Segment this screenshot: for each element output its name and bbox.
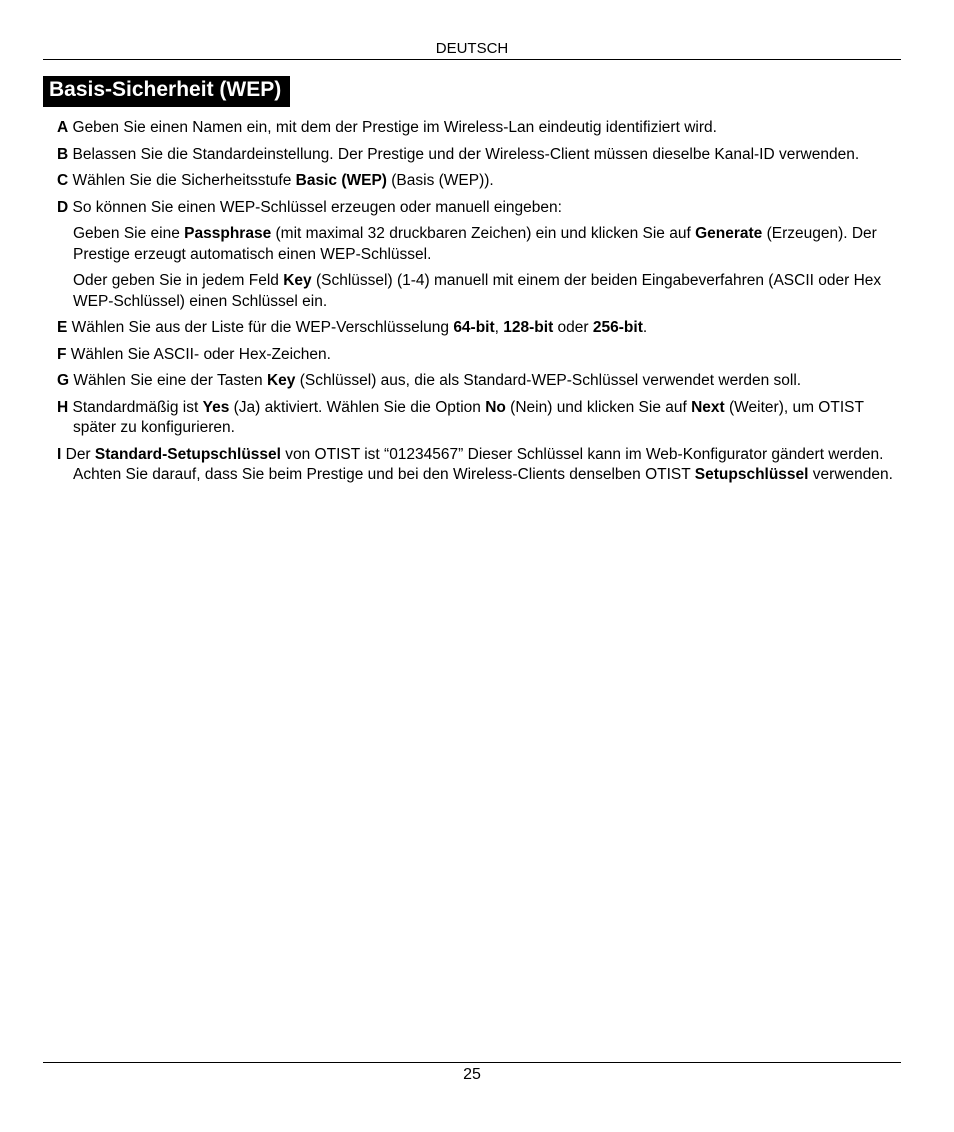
step-bold-term: No xyxy=(485,398,506,416)
step-bold-term: Key xyxy=(283,272,312,289)
step-text: (Schlüssel) aus, die als Standard-WEP-Schlüssel verwendet werden soll. xyxy=(295,372,802,389)
step-text: Wählen Sie ASCII- oder Hex-Zeichen. xyxy=(66,345,331,363)
step-d-option-manual-key xyxy=(57,271,903,312)
section-title: Basis-Sicherheit (WEP) xyxy=(43,76,290,107)
step-text: (Weiter), um OTIST später zu konfigurieren. xyxy=(73,398,864,436)
step-i xyxy=(57,445,903,486)
step-text: (Ja) aktiviert. Wählen Sie die Option xyxy=(229,398,486,416)
instruction-list xyxy=(57,118,903,492)
step-letter: D xyxy=(57,198,69,216)
step-c xyxy=(57,171,903,192)
step-f xyxy=(57,345,903,366)
step-text: Geben Sie einen Namen ein, mit dem der Prestige im Wireless-Lan eindeutig identifiziert wird. xyxy=(68,119,717,136)
header-language: DEUTSCH xyxy=(435,40,509,57)
step-g xyxy=(57,371,903,392)
step-text: Geben Sie eine xyxy=(73,225,185,242)
step-text: Belassen Sie die Standardeinstellung. Der Prestige und der Wireless-Client müssen dieselbe Kanal-ID verwenden. xyxy=(68,145,860,163)
step-text: von OTIST ist “01234567” Dieser Schlüssel kann im Web-Konfigurator gändert werden. Achten Sie darauf, dass Sie beim Prestige und bei den Wireless-Clients denselben OTIST xyxy=(73,445,884,483)
step-text: Wählen Sie eine der Tasten xyxy=(69,372,267,389)
step-text: So können Sie einen WEP-Schlüssel erzeugen oder manuell eingeben: xyxy=(68,198,562,216)
step-text: (Nein) und klicken Sie auf xyxy=(505,398,692,416)
step-text: . xyxy=(642,319,648,336)
step-text: (Schlüssel) (1-4) manuell mit einem der beiden Eingabeverfahren (ASCII oder Hex WEP-Schlüssel) einen Schlüssel ein. xyxy=(73,272,882,310)
step-text: (mit maximal 32 druckbaren Zeichen) ein und klicken Sie auf xyxy=(271,225,696,242)
step-bold-term: Yes xyxy=(202,398,230,416)
step-b xyxy=(57,145,903,166)
step-bold-term: Setupschlüssel xyxy=(694,466,809,483)
step-letter: F xyxy=(57,345,67,363)
step-bold-term: 64-bit xyxy=(453,319,495,336)
step-text: (Basis (WEP)). xyxy=(386,172,494,189)
step-bold-term: Key xyxy=(266,372,296,389)
step-e xyxy=(57,318,903,339)
step-bold-term: Standard-Setupschlüssel xyxy=(94,445,281,463)
step-text: Standardmäßig ist xyxy=(68,398,203,416)
step-d-option-passphrase xyxy=(57,224,903,265)
step-bold-term: 128-bit xyxy=(503,319,554,336)
step-letter: C xyxy=(57,172,69,189)
header-rule xyxy=(43,59,901,60)
step-text: (Erzeugen). Der Prestige erzeugt automatisch einen WEP-Schlüssel. xyxy=(73,225,877,263)
step-letter: H xyxy=(57,398,69,416)
step-bold-term: Next xyxy=(691,398,725,416)
step-letter: G xyxy=(57,372,70,389)
step-text: , xyxy=(494,319,504,336)
page-number: 25 xyxy=(463,1066,481,1083)
step-letter: B xyxy=(57,145,69,163)
step-bold-term: 256-bit xyxy=(592,319,643,336)
step-bold-term: Generate xyxy=(695,225,763,242)
step-text: Wählen Sie aus der Liste für die WEP-Verschlüsselung xyxy=(67,319,454,336)
step-a xyxy=(57,118,903,139)
step-d xyxy=(57,198,903,219)
step-bold-term: Basic (WEP) xyxy=(295,172,387,189)
step-text: Oder geben Sie in jedem Feld xyxy=(73,272,284,289)
step-text: oder xyxy=(553,319,593,336)
step-h xyxy=(57,398,903,439)
step-text: Der xyxy=(61,445,95,463)
step-text: Wählen Sie die Sicherheitsstufe xyxy=(68,172,296,189)
step-letter: I xyxy=(57,445,62,463)
step-bold-term: Passphrase xyxy=(184,225,272,242)
step-letter: A xyxy=(57,119,69,136)
step-text: verwenden. xyxy=(808,466,893,483)
footer-rule xyxy=(43,1062,901,1063)
step-letter: E xyxy=(57,319,68,336)
